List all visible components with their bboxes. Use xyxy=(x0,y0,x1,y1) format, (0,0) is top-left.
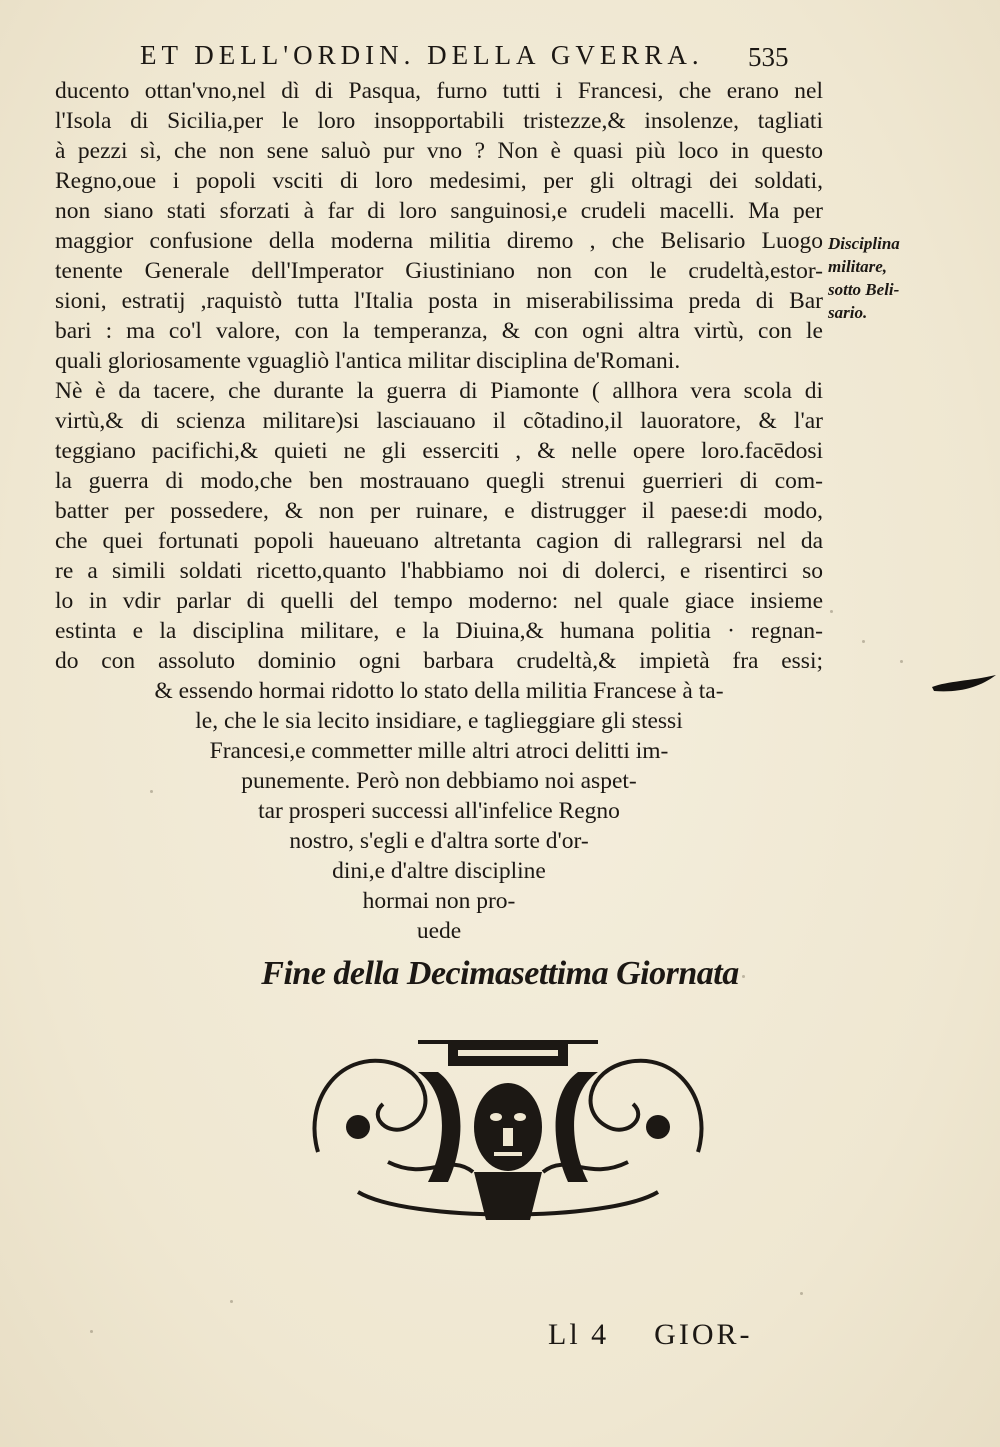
text-line: do con assoluto dominio ogni barbara crudeltà,& impietà fra essi; xyxy=(55,648,823,674)
text-line-taper: & essendo hormai ridotto lo stato della militia Francese à ta- xyxy=(154,678,724,704)
signature-mark: Ll 4 xyxy=(548,1318,610,1351)
text-line-taper: le, che le sia lecito insidiare, e taglieggiare gli stessi xyxy=(195,708,683,734)
text-line: re a simili soldati ricetto,quanto l'habbiamo noi di dolerci, e risentirci so xyxy=(55,558,823,584)
marginal-note xyxy=(828,232,938,324)
text-line: tenente Generale dell'Imperator Giustiniano non con le crudeltà,estor- xyxy=(55,258,823,284)
text-line: bari : ma co'l valore, con la temperanza, & con ogni altra virtù, con le xyxy=(55,318,823,344)
text-line: Nè è da tacere, che durante la guerra di Piamonte ( allhora vera scola di xyxy=(55,378,823,404)
text-line: batter per possedere, & non per ruinare, e distrugger il paese:di modo, xyxy=(55,498,823,524)
catchword: GIOR- xyxy=(654,1318,753,1351)
paper-speck xyxy=(230,1300,233,1303)
text-line: maggior confusione della moderna militia diremo , che Belisario Luogo xyxy=(55,228,823,254)
marginal-note-line: sotto Beli- xyxy=(828,280,900,299)
text-line: lo in vdir parlar di quelli del tempo moderno: nel quale giace insieme xyxy=(55,588,823,614)
paper-speck xyxy=(742,975,745,978)
text-line-taper: dini,e d'altre discipline xyxy=(332,858,546,884)
text-line: sioni, estratij ,raquistò tutta l'Italia posta in miserabilissima preda di Bar xyxy=(55,288,823,314)
ink-pointer-mark xyxy=(930,672,998,698)
text-line-taper: hormai non pro- xyxy=(362,888,516,914)
text-line-taper: nostro, s'egli e d'altra sorte d'or- xyxy=(289,828,589,854)
marginal-note-line: Disciplina xyxy=(828,234,900,253)
text-line: non siano stati sforzati à far di loro sanguinosi,e crudeli macelli. Ma per xyxy=(55,198,823,224)
running-head: ET DELL'ORDIN. DELLA GVERRA. xyxy=(140,40,704,70)
text-line-taper: tar prosperi successi all'infelice Regno xyxy=(258,798,620,824)
marginal-note-line: militare, xyxy=(828,257,888,276)
catchwords-line xyxy=(548,1318,753,1352)
text-line-taper: Francesi,e commetter mille altri atroci delitti im- xyxy=(209,738,669,764)
paper-speck xyxy=(90,1330,93,1333)
text-line: l'Isola di Sicilia,per le loro insopportabili tristezze,& insolenze, tagliati xyxy=(55,108,823,134)
paper-speck xyxy=(830,610,833,613)
paper-speck xyxy=(800,1292,803,1295)
text-line: Regno,oue i popoli vsciti di loro medesimi, per gli oltragi dei soldati, xyxy=(55,168,823,194)
text-line: virtù,& di scienza militare)si lasciauano il cõtadino,il lauoratore, & l'ar xyxy=(55,408,823,434)
text-line: la guerra di modo,che ben mostrauano quegli strenui guerrieri di com- xyxy=(55,468,823,494)
paper-speck xyxy=(900,660,903,663)
text-line-taper: punemente. Però non debbiamo noi aspet- xyxy=(241,768,637,794)
text-line: à pezzi sì, che non sene saluò pur vno ? Non è quasi più loco in questo xyxy=(55,138,823,164)
closing-colophon: Fine della Decimasettima Giornata xyxy=(261,955,739,992)
page-number: 535 xyxy=(748,42,789,72)
text-line: ducento ottan'vno,nel dì di Pasqua, furno tutti i Francesi, che erano nel xyxy=(55,78,823,104)
paper-speck xyxy=(862,640,865,643)
main-text-block xyxy=(55,76,823,946)
text-line: estinta e la disciplina militare, e la Diuina,& humana politia · regnan- xyxy=(55,618,823,644)
text-line: teggiano pacifichi,& quieti ne gli esserciti , & nelle opere loro.facēdosi xyxy=(55,438,823,464)
paper-speck xyxy=(150,790,153,793)
text-line: quali gloriosamente vguagliò l'antica militar disciplina de'Romani. xyxy=(55,348,681,374)
text-line-taper: uede xyxy=(416,918,462,944)
woodcut-ornament xyxy=(298,1032,718,1228)
marginal-note-line: sario. xyxy=(828,303,868,322)
text-line: che quei fortunati popoli haueuano altretanta cagion di rallegrarsi nel da xyxy=(55,528,823,554)
